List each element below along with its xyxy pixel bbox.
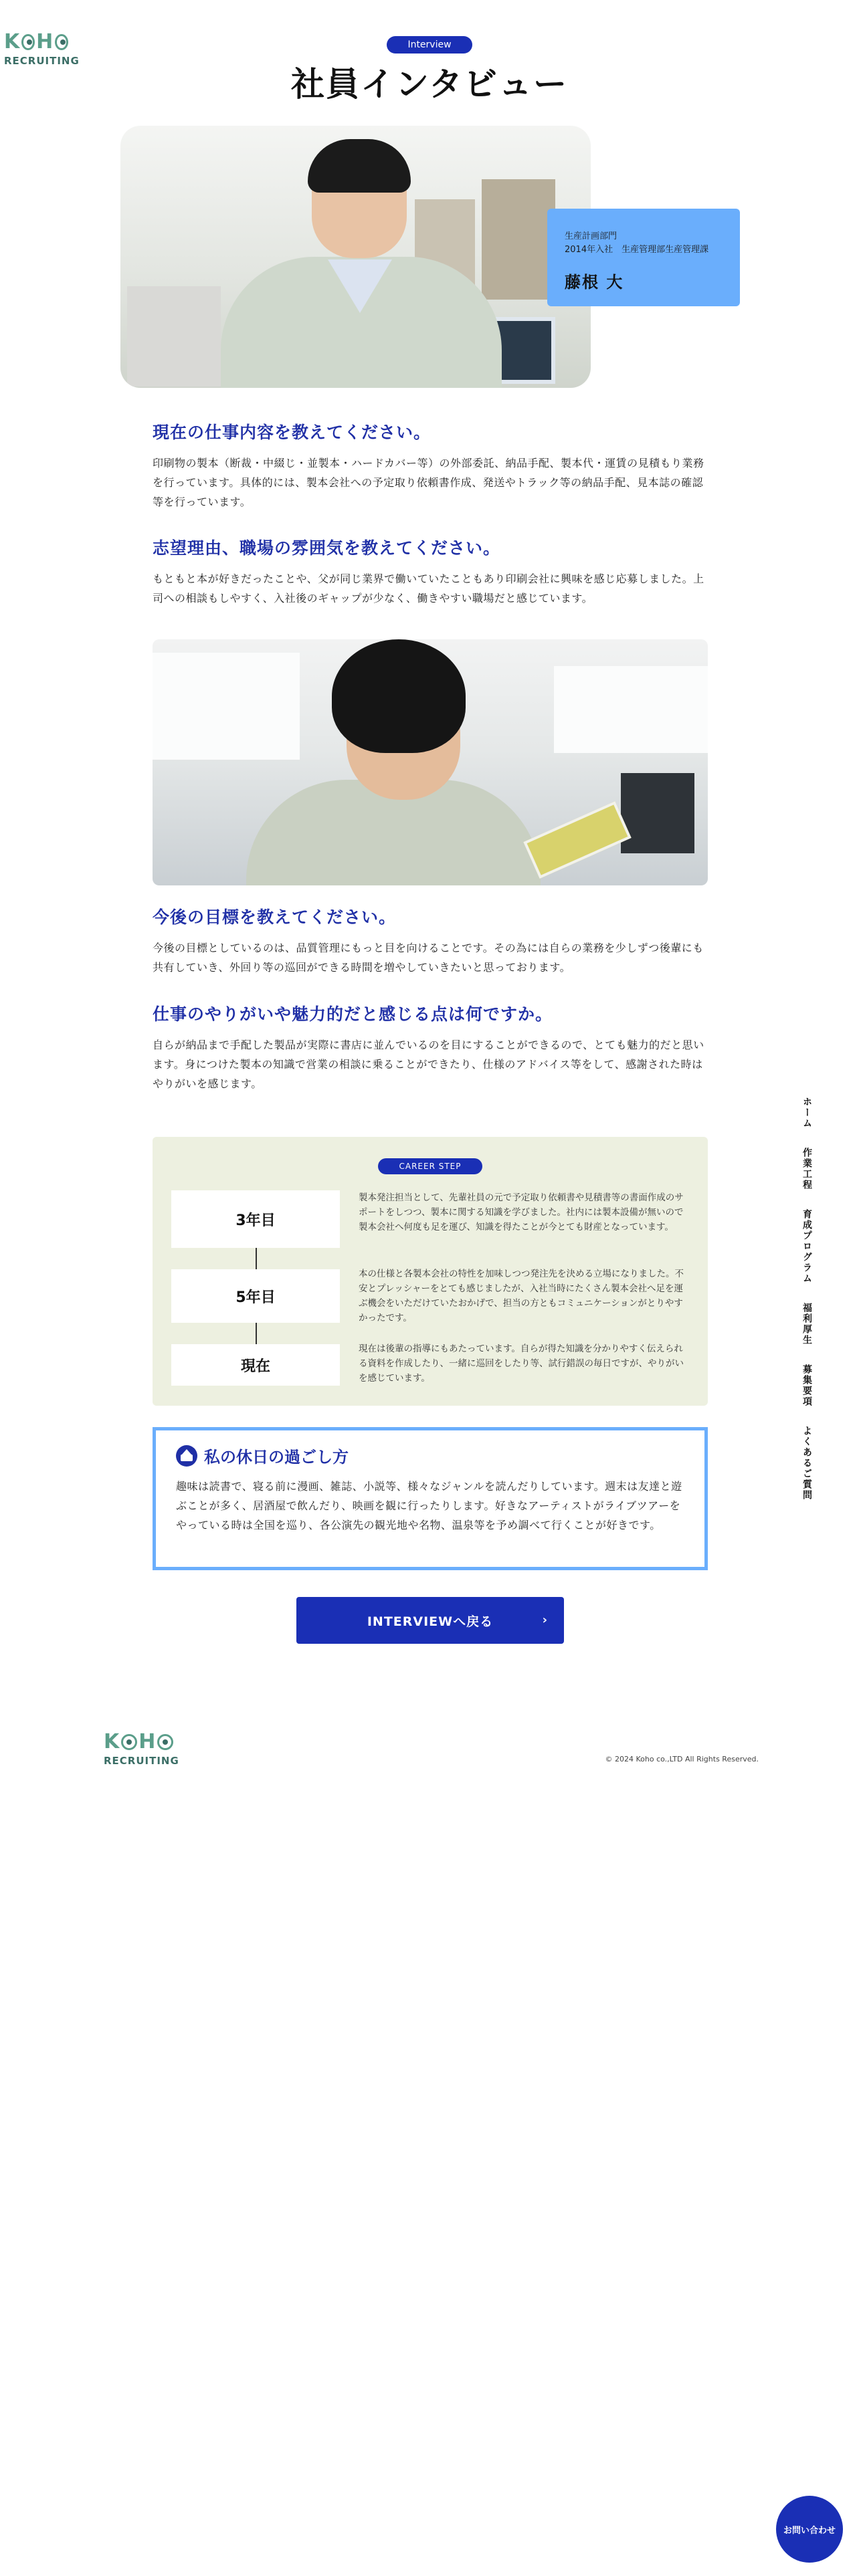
hero-photo xyxy=(120,126,591,388)
back-button-label: INTERVIEWへ戻る xyxy=(367,1614,494,1629)
profile-department: 生産計画部門 xyxy=(565,231,617,241)
career-step-text: 本の仕様と各製本会社の特性を加味しつつ発注先を決める立場になりました。不安とプレッシャーをとても感じましたが、入社当時にたくさん製本会社へ足を運ぶ機会をいただけていたおかげで、担当の方ともコミュニケーションがとりやすかったです。 xyxy=(359,1269,684,1323)
nav-item-process[interactable]: 作業工程 xyxy=(801,1148,812,1190)
profile-joined: 2014年入社 生産管理部生産管理課 xyxy=(565,245,709,255)
holiday-heading xyxy=(176,1444,684,1467)
qa-answer: 今後の目標としているのは、品質管理にもっと目を向けることです。その為には自らの業務を少しずつ後輩にも共有していき、外回り等の巡回ができる時間を増やしていきたいと思っております。 xyxy=(153,942,704,974)
side-navigation xyxy=(800,1097,819,1519)
home-icon xyxy=(176,1445,197,1467)
career-step-section xyxy=(153,1137,708,1406)
contact-button[interactable]: お問い合わせ xyxy=(776,2496,843,2563)
interview-badge: Interview xyxy=(387,36,472,53)
qa-question: 今後の目標を教えてください。 xyxy=(153,907,397,927)
chevron-right-icon: › xyxy=(542,1613,548,1627)
qa-question: 現在の仕事内容を教えてください。 xyxy=(153,423,432,442)
page-title: 社員インタビュー xyxy=(291,65,568,104)
logo-wordmark: K H xyxy=(104,1732,179,1752)
logo-subtitle: RECRUITING xyxy=(4,55,80,67)
holiday-text: 趣味は読書で、寝る前に漫画、雑誌、小説等、様々なジャンルを読んだりしています。週末は友達と遊ぶことが多く、居酒屋で飲んだり、映画を観に行ったりします。好きなアーティストがライブツアーをやっている時は全国を巡り、各公演先の観光地や名物、温泉等を予め調べて行くことが好きです。 xyxy=(176,1480,682,1531)
qa-block xyxy=(153,421,708,512)
qa-answer: もともと本が好きだったことや、父が同じ業界で働いていたこともあり印刷会社に興味を感じ応募しました。上司への相談もしやすく、入社後のギャップが少なく、働きやすい職場だと感じています。 xyxy=(153,572,704,605)
profile-name: 藤根 大 xyxy=(565,273,624,292)
career-step-label: 5年目 xyxy=(171,1269,340,1323)
profile-card xyxy=(547,209,740,306)
holiday-section xyxy=(153,1427,708,1570)
nav-item-training[interactable]: 育成プログラム xyxy=(801,1209,812,1284)
qa-block xyxy=(153,906,708,977)
career-step-text: 製本発注担当として、先輩社員の元で予定取り依頼書や見積書等の書面作成のサポートをしつつ、製本に関する知識を学びました。社内には製本設備が無いので製本会社へ何度も足を運び、知識を得たことが今とても財産となっています。 xyxy=(359,1192,684,1232)
holiday-title: 私の休日の過ごし方 xyxy=(204,1448,349,1467)
logo-wordmark: K H xyxy=(4,32,68,52)
career-step-text: 現在は後輩の指導にもあたっています。自らが得た知識を分かりやすく伝えられる資料を作成したり、一緒に巡回をしたり等、試行錯誤の毎日ですが、やりがいを感じています。 xyxy=(359,1344,684,1384)
footer-logo[interactable] xyxy=(104,1732,179,1767)
nav-item-benefits[interactable]: 福利厚生 xyxy=(801,1303,812,1346)
nav-item-home[interactable]: ホーム xyxy=(801,1097,812,1129)
step-connector xyxy=(256,1248,257,1269)
logo-subtitle: RECRUITING xyxy=(104,1755,179,1767)
qa-answer: 印刷物の製本（断裁・中綴じ・並製本・ハードカバー等）の外部委託、納品手配、製本代・運賃の見積もり業務を行っています。具体的には、製本会社への予定取り依頼書作成、発送やトラック等の納品手配、見本誌の確認等を行っています。 xyxy=(153,457,704,508)
step-connector xyxy=(256,1323,257,1344)
career-step-badge: CAREER STEP xyxy=(378,1158,482,1174)
qa-question: 仕事のやりがいや魅力的だと感じる点は何ですか。 xyxy=(153,1004,553,1024)
work-photo xyxy=(153,639,708,885)
career-step-label: 3年目 xyxy=(171,1190,340,1248)
nav-item-recruitment[interactable]: 募集要項 xyxy=(801,1364,812,1407)
qa-question: 志望理由、職場の雰囲気を教えてください。 xyxy=(153,538,501,558)
copyright: © 2024 Koho co.,LTD All Rights Reserved. xyxy=(605,1755,759,1763)
nav-item-faq[interactable]: よくあるご質問 xyxy=(801,1426,812,1501)
back-to-interview-button[interactable] xyxy=(296,1597,564,1644)
career-step-label: 現在 xyxy=(171,1344,340,1386)
qa-block xyxy=(153,1003,708,1093)
qa-answer: 自らが納品まで手配した製品が実際に書店に並んでいるのを目にすることができるので、とても魅力的だと思います。身につけた製本の知識で営業の相談に乗ることができたり、仕様のアドバイス等をして、感謝された時はやりがいを感じます。 xyxy=(153,1039,704,1090)
qa-block xyxy=(153,537,708,608)
